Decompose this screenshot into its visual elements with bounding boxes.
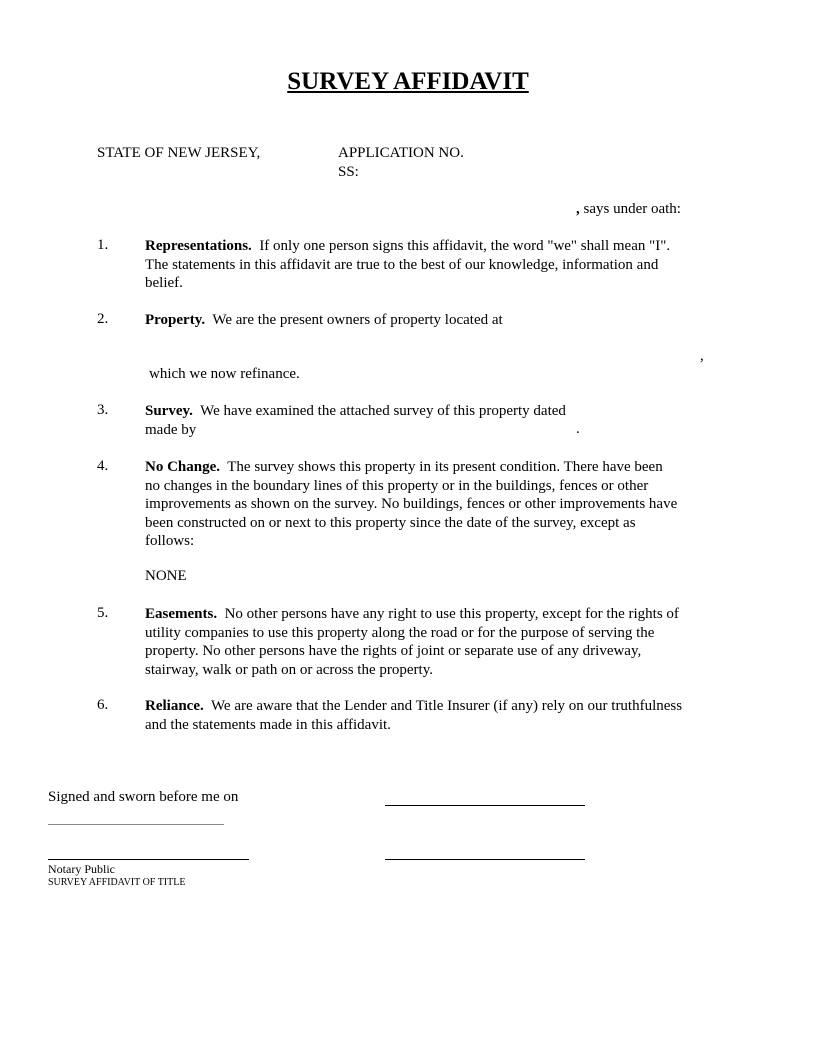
item-4-body: [145, 458, 730, 551]
item-5-line-2: utility companies to use this property along the road or for the purpose of serving the: [145, 624, 655, 641]
item-3-heading: Survey.: [145, 403, 193, 419]
item-2-line-1: We are the present owners of property located at: [212, 312, 503, 328]
item-1-body: [145, 237, 730, 293]
item-4-line-5: follows:: [145, 533, 195, 549]
item-5-body: [145, 605, 730, 679]
oath-comma: ,: [576, 201, 580, 217]
ss-label: SS:: [338, 164, 359, 180]
item-1-line-3: belief.: [145, 275, 183, 291]
signature-line-2: [385, 859, 585, 860]
item-3-period: .: [576, 421, 580, 437]
item-5-number: 5.: [97, 605, 109, 621]
item-2-line-2: which we now refinance.: [149, 366, 300, 382]
item-3-body: [145, 402, 730, 439]
item-4-heading: No Change.: [145, 459, 221, 475]
signature-line-1: [385, 805, 585, 806]
item-4-line-1: The survey shows this property in its present condition. There have been: [227, 459, 663, 475]
item-3-line-2: made by: [145, 421, 197, 438]
notary-label: Notary Public: [48, 862, 115, 876]
item-2-body: [145, 311, 730, 330]
notary-signature-line: [48, 859, 249, 860]
state-label: STATE OF NEW JERSEY,: [97, 145, 261, 161]
oath-text: says under oath:: [579, 201, 681, 217]
item-5-line-1: No other persons have any right to use this property, except for the rights of: [224, 606, 679, 622]
sworn-text: Signed and sworn before me on: [48, 789, 239, 805]
footer-label: SURVEY AFFIDAVIT OF TITLE: [48, 877, 186, 888]
oath-line: [576, 201, 681, 218]
item-1-heading: Representations.: [145, 238, 252, 254]
item-6-heading: Reliance.: [145, 698, 204, 714]
item-6-body: [145, 697, 730, 734]
document-title: SURVEY AFFIDAVIT: [287, 68, 529, 95]
item-3-number: 3.: [97, 402, 109, 418]
item-5-line-3: property. No other persons have the rights of joint or separate use of any driveway,: [145, 643, 642, 659]
item-4-number: 4.: [97, 458, 109, 474]
item-4-line-2: no changes in the boundary lines of this property or in the buildings, fences or other: [145, 477, 649, 494]
item-5-heading: Easements.: [145, 606, 218, 622]
item-3-line-1: We have examined the attached survey of this property dated: [200, 403, 566, 419]
item-6-line-1: We are aware that the Lender and Title Insurer (if any) rely on our truthfulness: [210, 698, 683, 714]
item-1-line-2: The statements in this affidavit are true to the best of our knowledge, information and: [145, 256, 659, 273]
item-2-heading: Property.: [145, 312, 206, 328]
item-6-number: 6.: [97, 697, 109, 713]
item-4-line-4: been constructed on or next to this property since the date of the survey, except as: [145, 514, 636, 531]
item-1-number: 1.: [97, 237, 109, 253]
item-6-line-2: and the statements made in this affidavit.: [145, 716, 391, 733]
item-2-trailing-comma: ,: [700, 348, 704, 364]
item-1-line-1: If only one person signs this affidavit, the word "we" shall mean "I".: [259, 238, 671, 254]
item-2-number: 2.: [97, 311, 109, 327]
date-line: [48, 824, 224, 825]
application-label: APPLICATION NO.: [338, 145, 464, 161]
item-4-line-3: improvements as shown on the survey. No buildings, fences or other improvements have: [145, 496, 678, 512]
item-5-line-4: stairway, walk or path on or across the property.: [145, 661, 433, 678]
item-4-exception: NONE: [145, 568, 187, 584]
